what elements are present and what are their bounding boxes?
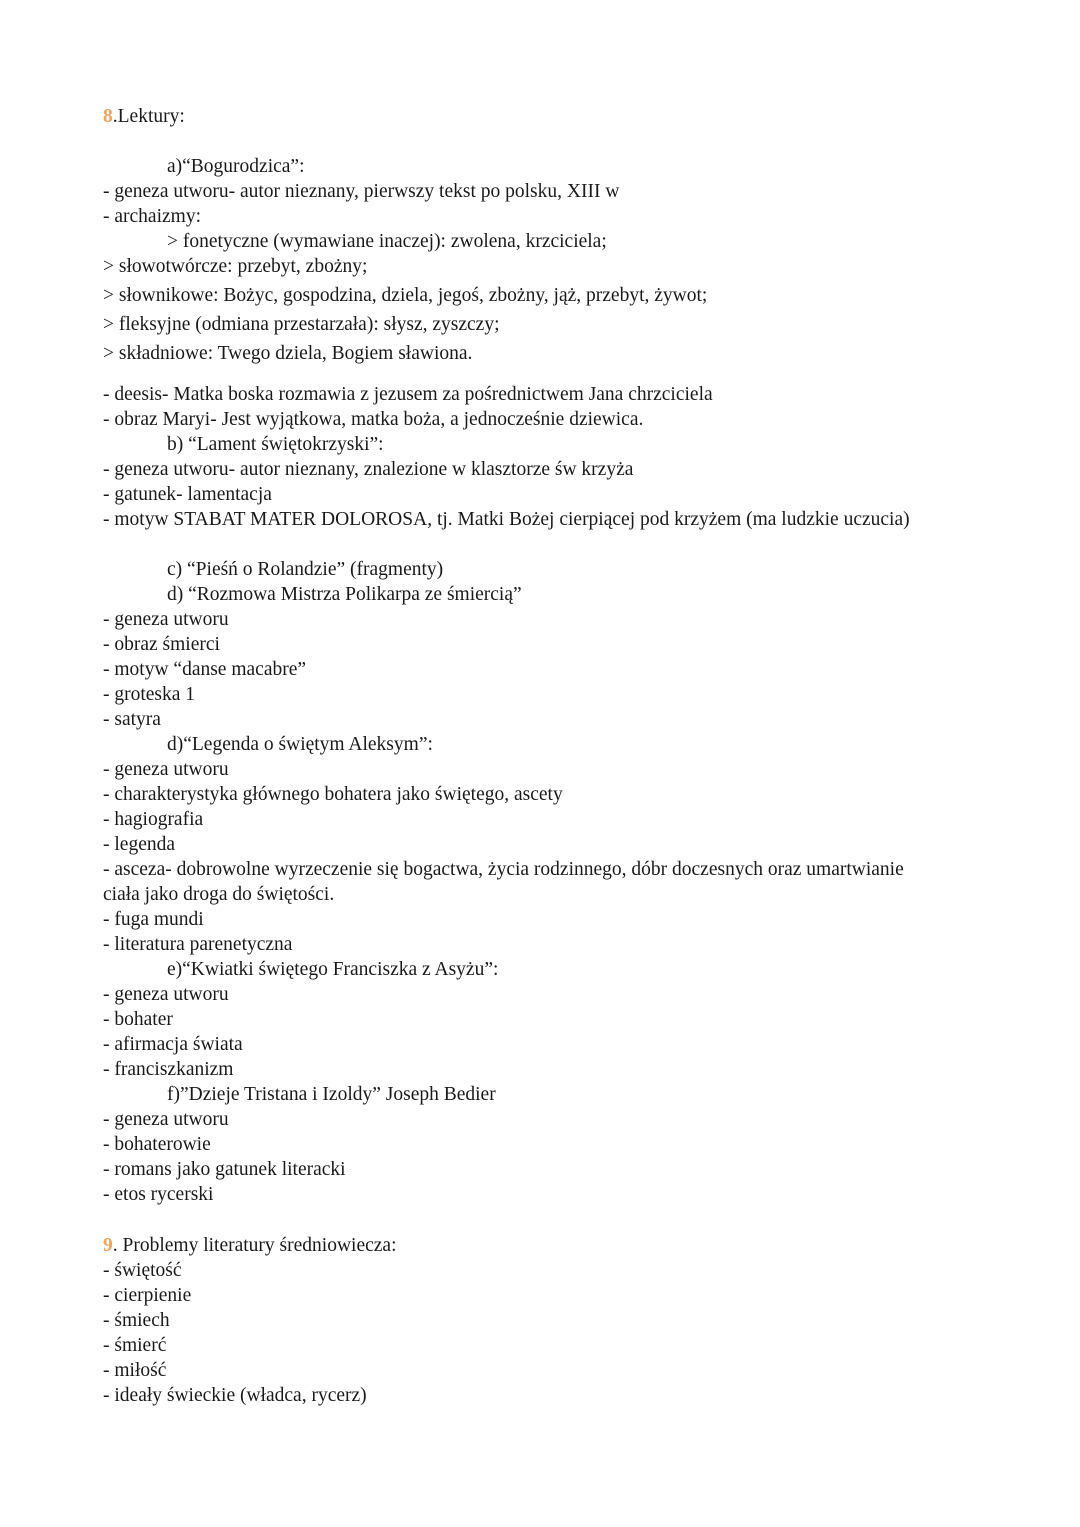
list-item: - hagiografia bbox=[103, 809, 204, 830]
list-item: - motyw “danse macabre” bbox=[103, 659, 307, 680]
work-title-bogurodzica: a)“Bogurodzica”: bbox=[167, 156, 305, 177]
work-title-roland: c) “Pieśń o Rolandzie” (fragmenty) bbox=[167, 559, 444, 580]
section-8-title: .Lektury: bbox=[112, 106, 185, 127]
list-item: - cierpienie bbox=[103, 1285, 192, 1306]
list-item: - afirmacja świata bbox=[103, 1034, 243, 1055]
section-8-number: 8 bbox=[103, 106, 113, 127]
list-subitem: > składniowe: Twego dziela, Bogiem sławiona. bbox=[103, 343, 473, 364]
section-9-heading bbox=[103, 1233, 397, 1258]
list-subitem: > fonetyczne (wymawiane inaczej): zwolena, krzciciela; bbox=[167, 231, 607, 252]
list-item: - bohaterowie bbox=[103, 1134, 211, 1155]
list-item: - groteska 1 bbox=[103, 684, 196, 705]
list-item: - archaizmy: bbox=[103, 206, 201, 227]
list-item: - geneza utworu bbox=[103, 609, 229, 630]
work-title-polikarp: d) “Rozmowa Mistrza Polikarpa ze śmiercią” bbox=[167, 584, 522, 605]
list-item: - deesis- Matka boska rozmawia z jezusem za pośrednictwem Jana chrzciciela bbox=[103, 384, 713, 405]
list-subitem: > słowotwórcze: przebyt, zbożny; bbox=[103, 256, 368, 277]
list-item: - fuga mundi bbox=[103, 909, 204, 930]
list-item: - geneza utworu bbox=[103, 984, 229, 1005]
list-item: - romans jako gatunek literacki bbox=[103, 1159, 346, 1180]
list-item: - charakterystyka głównego bohatera jako świętego, ascety bbox=[103, 784, 563, 805]
list-item: - satyra bbox=[103, 709, 161, 730]
list-subitem: > fleksyjne (odmiana przestarzała): słysz, zyszczy; bbox=[103, 314, 500, 335]
list-item: - geneza utworu bbox=[103, 759, 229, 780]
list-item: - motyw STABAT MATER DOLOROSA, tj. Matki Bożej cierpiącej pod krzyżem (ma ludzkie uczucia) bbox=[103, 509, 910, 530]
list-item: - śmiech bbox=[103, 1310, 170, 1331]
list-item: - geneza utworu bbox=[103, 1109, 229, 1130]
work-title-kwiatki: e)“Kwiatki świętego Franciszka z Asyżu”: bbox=[167, 959, 499, 980]
list-item: - geneza utworu- autor nieznany, pierwszy tekst po polsku, XIII w bbox=[103, 181, 620, 202]
section-9-title: . Problemy literatury średniowiecza: bbox=[112, 1235, 397, 1256]
list-item: - asceza- dobrowolne wyrzeczenie się bogactwa, życia rodzinnego, dóbr doczesnych oraz umartwianie ciała jako droga do świętości. bbox=[103, 859, 904, 905]
list-item: - geneza utworu- autor nieznany, znalezione w klasztorze św krzyża bbox=[103, 459, 634, 480]
list-item: - obraz śmierci bbox=[103, 634, 220, 655]
list-item: - franciszkanizm bbox=[103, 1059, 234, 1080]
list-subitem: > słownikowe: Bożyc, gospodzina, dziela, jegoś, zbożny, jąż, przebyt, żywot; bbox=[103, 285, 708, 306]
list-item: - obraz Maryi- Jest wyjątkowa, matka boża, a jednocześnie dziewica. bbox=[103, 409, 644, 430]
work-title-aleksy: d)“Legenda o świętym Aleksym”: bbox=[167, 734, 433, 755]
list-item: - gatunek- lamentacja bbox=[103, 484, 272, 505]
work-title-tristan: f)”Dzieje Tristana i Izoldy” Joseph Bedier bbox=[167, 1084, 496, 1105]
list-item: - miłość bbox=[103, 1360, 167, 1381]
list-item: - etos rycerski bbox=[103, 1184, 214, 1205]
section-9-number: 9 bbox=[103, 1235, 113, 1256]
section-8-heading bbox=[103, 104, 185, 129]
list-item: - bohater bbox=[103, 1009, 173, 1030]
list-item: - ideały świeckie (władca, rycerz) bbox=[103, 1385, 367, 1406]
work-title-lament: b) “Lament świętokrzyski”: bbox=[167, 434, 384, 455]
list-item: - literatura parenetyczna bbox=[103, 934, 293, 955]
list-item: - śmierć bbox=[103, 1335, 167, 1356]
list-item: - legenda bbox=[103, 834, 176, 855]
list-item: - świętość bbox=[103, 1260, 182, 1281]
